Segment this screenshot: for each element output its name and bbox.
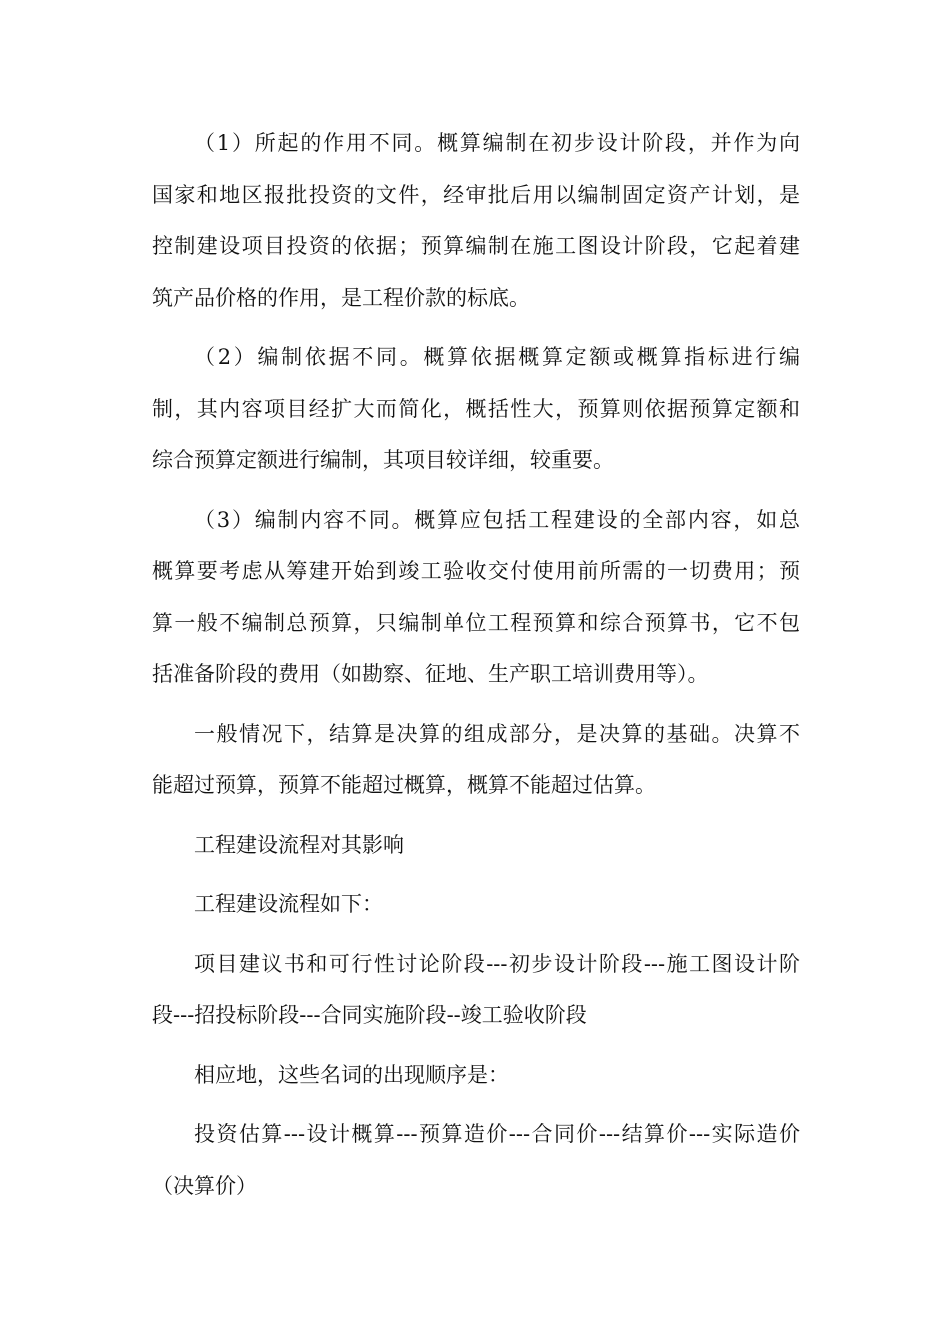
paragraph-price-order [152, 1109, 800, 1212]
text-line: 控制建设项目投资的依据；预算编制在施工图设计阶段，它起着建 [152, 234, 800, 258]
paragraph-content-difference [152, 495, 800, 701]
document-body [152, 118, 800, 1220]
paragraph-role-difference [152, 118, 800, 324]
paragraph-process-intro [152, 879, 800, 931]
paragraph-process-stages [152, 939, 800, 1042]
text-line: 筑产品价格的作用，是工程价款的标底。 [152, 285, 530, 310]
text-line: 能超过预算，预算不能超过概算，概算不能超过估算。 [152, 773, 656, 797]
text-line: （2）编制依据不同。概算依据概算定额或概算指标进行编 [194, 345, 800, 369]
text-line: （1）所起的作用不同。概算编制在初步设计阶段，并作为向 [194, 131, 800, 155]
text-line: （3）编制内容不同。概算应包括工程建设的全部内容，如总 [194, 507, 800, 532]
text-line: 括准备阶段的费用（如勘察、征地、生产职工培训费用等）。 [152, 662, 709, 686]
paragraph-process-heading [152, 820, 800, 872]
text-line: 段---招投标阶段---合同实施阶段--竣工验收阶段 [152, 1003, 587, 1027]
text-line: 综合预算定额进行编制，其项目较详细，较重要。 [152, 448, 614, 472]
text-line: 相应地，这些名词的出现顺序是： [194, 1062, 509, 1087]
text-line: 概算要考虑从筹建开始到竣工验收交付使用前所需的一切费用；预 [152, 559, 800, 583]
text-line: 国家和地区报批投资的文件，经审批后用以编制固定资产计划，是 [152, 182, 800, 207]
text-line: 项目建议书和可行性讨论阶段---初步设计阶段---施工图设计阶 [194, 951, 800, 976]
text-line: 算一般不编制总预算，只编制单位工程预算和综合预算书，它不包 [152, 610, 800, 635]
paragraph-general-case [152, 709, 800, 812]
paragraph-basis-difference [152, 332, 800, 487]
text-line: 制，其内容项目经扩大而简化，概括性大，预算则依据预算定额和 [152, 396, 800, 421]
paragraph-order-intro [152, 1050, 800, 1102]
text-line: 投资估算---设计概算---预算造价---合同价---结算价---实际造价 [194, 1122, 800, 1146]
text-line: 一般情况下，结算是决算的组成部分，是决算的基础。决算不 [194, 721, 800, 746]
text-line: （决算价） [152, 1173, 257, 1198]
text-line: 工程建设流程对其影响 [194, 832, 404, 857]
text-line: 工程建设流程如下： [194, 892, 383, 916]
